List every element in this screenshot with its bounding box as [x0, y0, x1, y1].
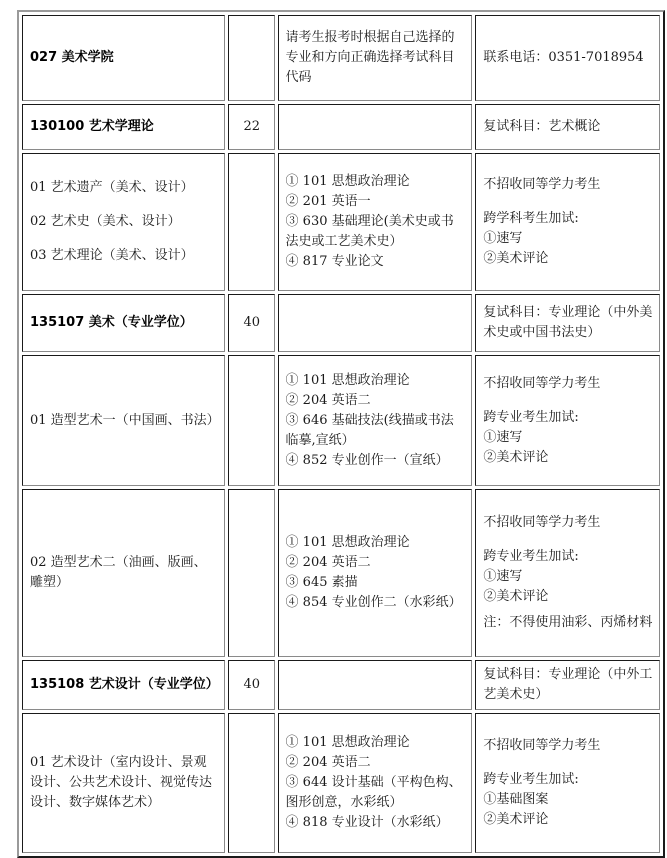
exam-subject: ① 101 思想政治理论 — [285, 174, 410, 189]
equivalent-note: 不招收同等学力考生 — [483, 375, 601, 391]
quota-cell: 40 — [228, 660, 275, 710]
extra-exam-item: ②美术评论 — [483, 449, 549, 465]
subjects-cell — [278, 355, 473, 486]
subjects-cell — [278, 713, 473, 853]
subjects-cell — [278, 294, 473, 352]
material-remark: 注：不得使用油彩、丙烯材料 — [483, 615, 653, 630]
quota-cell — [228, 153, 275, 291]
subjects-cell — [278, 104, 473, 150]
exam-subject: ③ 630 基础理论(美术史或书法史或工艺美术史） — [285, 214, 454, 249]
table-row-major — [22, 294, 660, 352]
quota-cell — [228, 489, 275, 657]
extra-exam-item: ①速写 — [483, 231, 523, 246]
exam-subject: ① 101 思想政治理论 — [285, 535, 410, 550]
notes-cell — [475, 489, 660, 657]
table-row-direction — [22, 713, 660, 853]
retest-subject: 复试科目：专业理论（中外工艺美术史） — [475, 660, 660, 710]
exam-subject: ③ 645 素描 — [285, 575, 358, 590]
table-row-major — [22, 104, 660, 150]
extra-exam-title: 跨专业考生加试: — [483, 409, 579, 425]
admissions-table — [17, 10, 665, 858]
subjects-cell — [278, 660, 473, 710]
direction-item: 03 艺术理论（美术、设计） — [30, 248, 194, 263]
extra-exam-item: ②美术评论 — [483, 251, 549, 266]
quota-cell — [228, 713, 275, 853]
subjects-cell — [278, 489, 473, 657]
direction-name: 02 造型艺术二（油画、版画、雕塑） — [22, 489, 225, 657]
exam-subject: ④ 817 专业论文 — [285, 254, 384, 269]
extra-exam-title: 跨学科考生加试: — [483, 211, 579, 226]
exam-subject: ③ 646 基础技法(线描或书法临摹,宣纸） — [285, 412, 454, 448]
table-row-college — [22, 15, 660, 101]
exam-subject: ② 204 英语二 — [285, 755, 371, 770]
major-name: 130100 艺术学理论 — [22, 104, 225, 150]
table-row-direction — [22, 355, 660, 486]
table-row-direction — [22, 489, 660, 657]
quota-cell — [228, 15, 275, 101]
direction-item: 01 艺术遗产（美术、设计） — [30, 180, 194, 195]
major-name: 135108 艺术设计（专业学位） — [22, 660, 225, 710]
exam-subject: ④ 854 专业创作二（水彩纸） — [285, 595, 462, 610]
exam-subject: ④ 852 专业创作一（宣纸） — [285, 452, 449, 468]
quota-cell — [228, 355, 275, 486]
exam-subject: ① 101 思想政治理论 — [285, 735, 410, 750]
quota-cell: 40 — [228, 294, 275, 352]
retest-subject: 复试科目：艺术概论 — [475, 104, 660, 150]
notes-cell — [475, 355, 660, 486]
extra-exam-item: ①速写 — [483, 429, 523, 445]
equivalent-note: 不招收同等学力考生 — [483, 515, 601, 530]
major-name: 135107 美术（专业学位） — [22, 294, 225, 352]
extra-exam-title: 跨专业考生加试: — [483, 772, 579, 787]
quota-cell: 22 — [228, 104, 275, 150]
subjects-cell — [278, 153, 473, 291]
equivalent-note: 不招收同等学力考生 — [483, 738, 601, 753]
subject-instruction: 请考生报考时根据自己选择的专业和方向正确选择考试科目代码 — [278, 15, 473, 101]
exam-subject: ③ 644 设计基础（平构色构、图形创意，水彩纸） — [285, 775, 462, 810]
direction-name: 01 造型艺术一（中国画、书法） — [22, 355, 225, 486]
equivalent-note: 不招收同等学力考生 — [483, 177, 601, 192]
extra-exam-title: 跨专业考生加试: — [483, 549, 579, 564]
direction-item: 02 艺术史（美术、设计） — [30, 214, 181, 229]
exam-subject: ② 204 英语二 — [285, 392, 371, 408]
exam-subject: ② 201 英语一 — [285, 194, 371, 209]
exam-subject: ① 101 思想政治理论 — [285, 372, 410, 388]
extra-exam-item: ②美术评论 — [483, 589, 549, 604]
retest-subject: 复试科目：专业理论（中外美术史或中国书法史） — [475, 294, 660, 352]
extra-exam-item: ①速写 — [483, 569, 523, 584]
college-name: 027 美术学院 — [22, 15, 225, 101]
contact-phone: 联系电话：0351-7018954 — [475, 15, 660, 101]
extra-exam-item: ②美术评论 — [483, 812, 549, 827]
extra-exam-item: ①基础图案 — [483, 792, 549, 807]
direction-list — [22, 153, 225, 291]
direction-name: 01 艺术设计（室内设计、景观设计、公共艺术设计、视觉传达设计、数字媒体艺术） — [22, 713, 225, 853]
table-row-major — [22, 660, 660, 710]
exam-subject: ② 204 英语二 — [285, 555, 371, 570]
notes-cell — [475, 153, 660, 291]
table-row-direction — [22, 153, 660, 291]
notes-cell — [475, 713, 660, 853]
exam-subject: ④ 818 专业设计（水彩纸） — [285, 815, 449, 830]
